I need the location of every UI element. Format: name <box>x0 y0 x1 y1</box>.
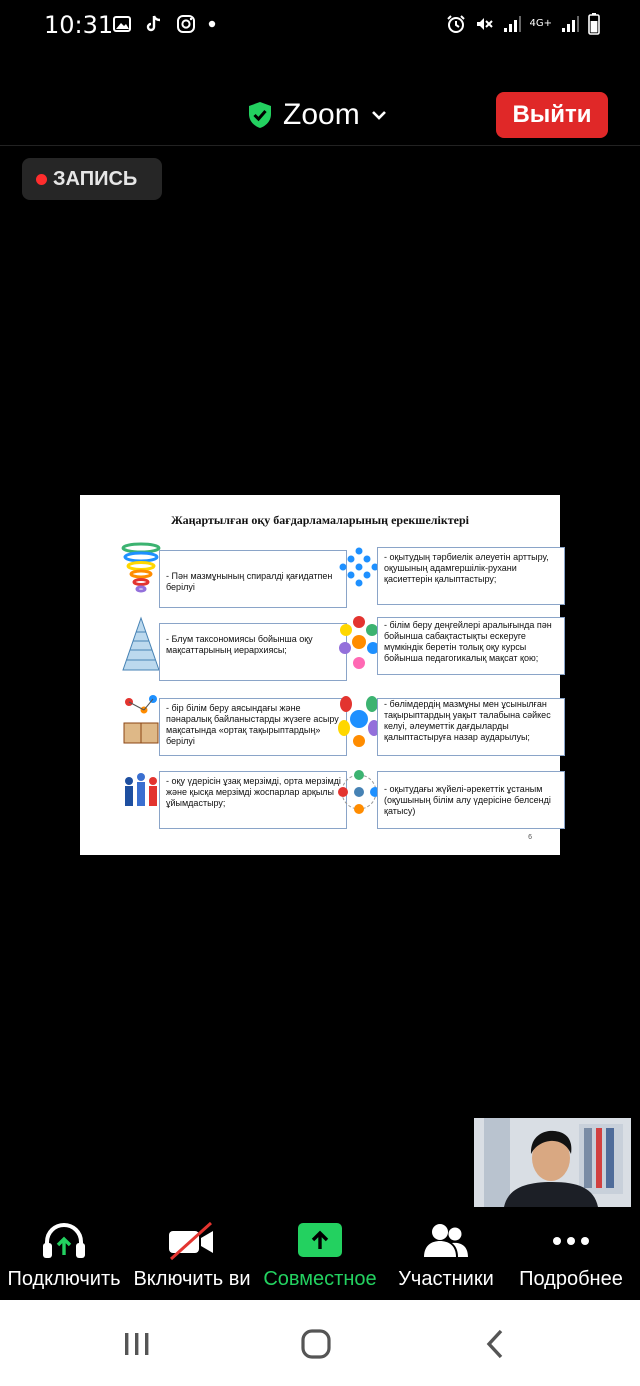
hands-globe-icon <box>338 690 380 748</box>
feature-text: - білім беру деңгейлері аралығында пән бойынша сабақтастықты ескеруге мүмкіндік беретін толық оқу курсы бойынша педагогикалық мақсат қою; <box>384 620 552 663</box>
share-screen-button[interactable] <box>256 1214 384 1300</box>
participants-button[interactable] <box>384 1214 508 1300</box>
chevron-down-icon <box>370 109 388 121</box>
headphones-icon <box>41 1221 87 1261</box>
recents-icon[interactable] <box>122 1331 152 1357</box>
more-icon <box>551 1235 591 1247</box>
network-label: 4G+ <box>529 18 552 29</box>
book-icon <box>120 690 162 748</box>
meeting-header <box>0 84 640 146</box>
faces-icon <box>338 615 380 673</box>
meeting-title-button[interactable] <box>247 98 388 132</box>
feature-card-right-3 <box>377 698 565 756</box>
people-icon <box>120 763 162 821</box>
shared-screen-slide <box>80 495 560 855</box>
toolbar-label: Подключить <box>7 1268 121 1290</box>
participants-icon <box>422 1221 470 1261</box>
recording-label: ЗАПИСЬ <box>53 167 138 190</box>
feature-card-right-2 <box>377 617 565 675</box>
toolbar-label: Включить ви <box>133 1268 251 1290</box>
status-time: 10:31 <box>44 11 114 39</box>
slide-page-number: 6 <box>528 834 532 841</box>
join-audio-button[interactable] <box>0 1214 128 1300</box>
status-right-icons <box>446 13 601 35</box>
self-video-image <box>474 1118 631 1207</box>
spiral-icon <box>120 542 162 600</box>
meeting-title: Zoom <box>283 98 360 131</box>
feature-card-right-1 <box>377 547 565 605</box>
feature-card-right-4 <box>377 771 565 829</box>
tiktok-icon <box>144 14 164 34</box>
shield-check-icon <box>247 101 273 129</box>
pyramid-icon <box>120 615 162 673</box>
toolbar-label: Подробнее <box>519 1268 623 1290</box>
dot-icon <box>208 20 216 28</box>
feature-text: - бір білім беру аясындағы және пәнаралық байланыстарды жүзеге асыру мақсатында «ортақ тақырыптардың» берілуі <box>166 703 339 746</box>
toolbar-label: Участники <box>398 1268 494 1290</box>
gallery-icon <box>112 14 132 34</box>
alarm-icon <box>446 14 466 34</box>
video-off-icon <box>167 1221 217 1261</box>
system-nav-bar <box>0 1300 640 1386</box>
feature-card-left-4 <box>159 771 347 829</box>
meeting-toolbar <box>0 1214 640 1300</box>
mute-icon <box>474 14 494 34</box>
molecule-icon <box>338 542 380 600</box>
self-video-thumbnail[interactable] <box>474 1118 631 1207</box>
recording-dot-icon <box>36 174 47 185</box>
home-icon[interactable] <box>300 1328 332 1360</box>
battery-icon <box>588 13 600 35</box>
feature-text: - бөлімдердің мазмұны мен ұсынылған тақырыптардың уақыт талабына сәйкес келуі, әлеуметтік дағдыларды қалыптастыруға назар аударылуы; <box>384 699 551 742</box>
status-bar <box>0 0 640 52</box>
more-button[interactable] <box>508 1214 634 1300</box>
leave-button[interactable]: Выйти <box>496 92 608 138</box>
feature-text: - оқытудың тәрбиелік әлеуетін арттыру, оқушының адамгершілік-рухани қасиеттерін қалыптастыру; <box>384 552 549 584</box>
globe-cycle-icon <box>338 763 380 821</box>
signal-icon <box>560 14 580 34</box>
status-left-icons <box>112 14 216 34</box>
feature-text: - Блум таксономиясы бойынша оқу мақсаттарының иерархиясы; <box>166 634 313 655</box>
feature-text: - Пән мазмұнының спиралді қағидатпен берілуі <box>166 571 333 592</box>
signal-icon <box>502 14 522 34</box>
recording-badge[interactable] <box>22 158 162 200</box>
feature-card-left-2 <box>159 623 347 681</box>
slide-title: Жаңартылған оқу бағдарламаларының ерекшеліктері <box>171 513 469 527</box>
back-icon[interactable] <box>484 1328 506 1360</box>
feature-text: - оқытудағы жүйелі-әрекеттік ұстаным (оқушының білім алу үдерісіне белсенді қатысу) <box>384 784 551 816</box>
feature-card-left-1 <box>159 550 347 608</box>
feature-text: - оқу үдерісін ұзақ мерзімді, орта мерзімді және қысқа мерзімді жоспарлар арқылы ұйымдастыру; <box>166 776 341 808</box>
feature-card-left-3 <box>159 698 347 756</box>
instagram-icon <box>176 14 196 34</box>
share-screen-icon <box>298 1223 342 1259</box>
toolbar-label: Совместное <box>263 1268 377 1290</box>
start-video-button[interactable] <box>128 1214 256 1300</box>
